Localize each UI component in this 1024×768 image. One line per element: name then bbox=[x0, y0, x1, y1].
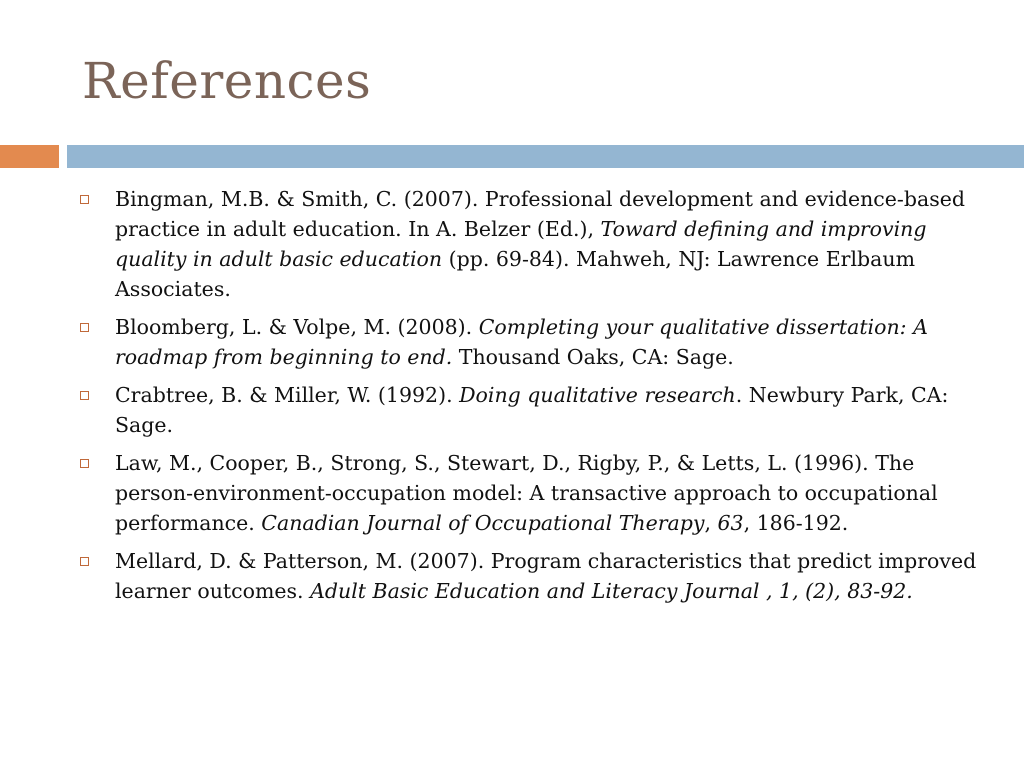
square-bullet-icon bbox=[80, 195, 89, 204]
reference-text: Bloomberg, L. & Volpe, M. (2008). bbox=[115, 315, 479, 339]
square-bullet-icon bbox=[80, 459, 89, 468]
reference-text: Crabtree, B. & Miller, W. (1992). bbox=[115, 383, 460, 407]
reference-item-mellard bbox=[80, 546, 980, 606]
square-bullet-icon bbox=[80, 557, 89, 566]
reference-text: Law, M., Cooper, B., Strong, S., Stewart, D., Rigby, P., & Letts, L. (1996). The person-environment-occupation model: A transactive approach to occupational performance. bbox=[115, 451, 938, 535]
accent-bar-orange bbox=[0, 145, 59, 168]
reference-item-bingman bbox=[80, 184, 980, 304]
square-bullet-icon bbox=[80, 391, 89, 400]
reference-item-bloomberg bbox=[80, 312, 980, 372]
reference-item-law bbox=[80, 448, 980, 538]
reference-item-crabtree bbox=[80, 380, 980, 440]
reference-text: , bbox=[704, 511, 718, 535]
reference-italic-title: Doing qualitative research bbox=[459, 383, 736, 407]
square-bullet-icon bbox=[80, 323, 89, 332]
reference-text: Mellard, D. & Patterson, M. (2007). Program characteristics that predict improved learner outcomes. bbox=[115, 549, 977, 603]
reference-text: (pp. 69-84). Mahweh, NJ: Lawrence Erlbaum Associates. bbox=[115, 247, 916, 301]
reference-italic-title: Canadian Journal of Occupational Therapy bbox=[261, 511, 705, 535]
accent-bar-blue bbox=[67, 145, 1024, 168]
reference-text: Thousand Oaks, CA: Sage. bbox=[452, 345, 734, 369]
reference-list bbox=[80, 184, 980, 614]
reference-italic-title: Adult Basic Education and Literacy Journal , 1, (2), 83-92. bbox=[310, 579, 913, 603]
reference-italic-title: Toward defining and improving quality in adult basic education bbox=[115, 217, 927, 271]
slide-title: References bbox=[82, 52, 372, 110]
reference-text: . Newbury Park, CA: Sage. bbox=[115, 383, 949, 437]
reference-italic-volume: 63 bbox=[717, 511, 744, 535]
reference-text: Bingman, M.B. & Smith, C. (2007). Professional development and evidence-based practice in adult education. In A. Belzer (Ed.), bbox=[115, 187, 965, 241]
reference-italic-title: Completing your qualitative dissertation: A roadmap from beginning to end. bbox=[115, 315, 928, 369]
reference-text: , 186-192. bbox=[743, 511, 849, 535]
